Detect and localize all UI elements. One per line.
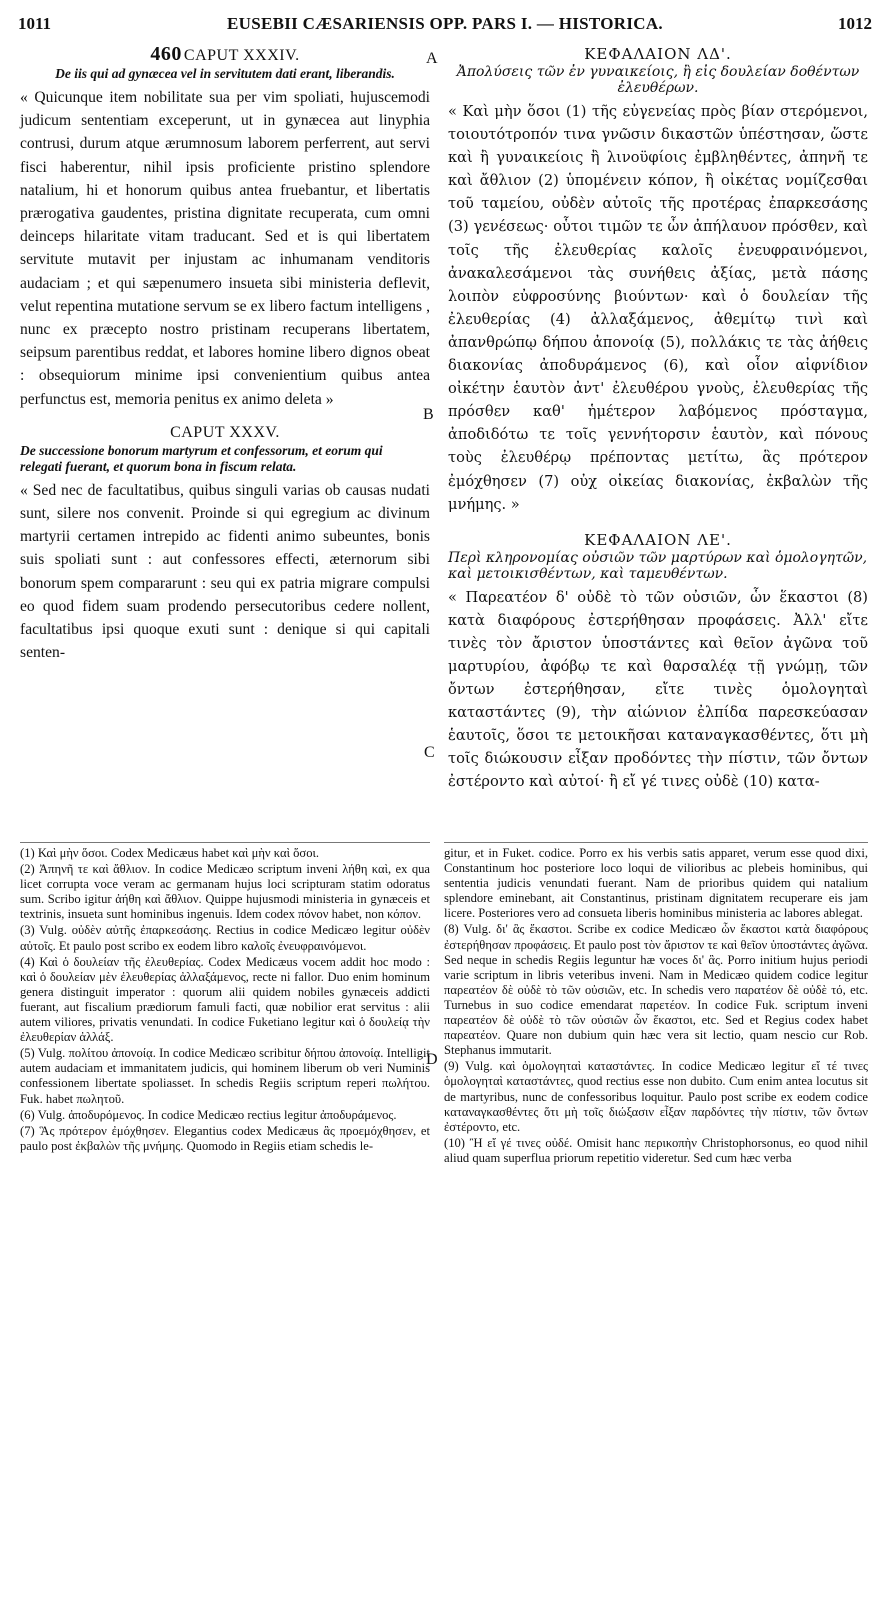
margin-marker-b: B [423,406,434,423]
kephalaion-35-title: ΚΕΦΑΛΑΙΟΝ ΛΕ'. [584,530,732,549]
greek-column [448,44,868,794]
footnote: (6) Vulg. ἀποδυρόμενος. In codice Medicæo rectius legitur ἀποδυράμενος. [20,1107,397,1122]
notes-divider-left [20,842,430,843]
running-header [18,14,872,38]
footnotes-left [20,846,430,1155]
kephalaion-34-title: ΚΕΦΑΛΑΙΟΝ ΛΔ'. [584,45,732,63]
caput-34-text: « Quicunque item nobilitate sua per vim spoliati, hujuscemodi judicum sententiam exceperunt, ut in gynæcea aut linyphia contrusi, durum atque ærumnosum laborem perferrent, aut servi fisci haberentur, nihil ipsis proficiente pristino splendore natalium, hi et honorum quibus antea fruebantur, et libertatis prærogativa gaudentes, pristina dignitate recuperata, cum omni deinceps hilaritate vitam traducant. Sed et is qui libertatem servitute mutavit per injustam ac inhumanam venditoris audaciam ; et qui sæpenumero insueta sibi ministeria deflevit, velut repentina mutatione servum se ex libero factum intelligens , nunc ex præcepto nostro pristinam recuperans libertatem, seipsum parentibus reddat, et labores homine libero dignos obeat : obsequiorum minime ipsi convenientium quibus antea perfunctus est, memoria penitus ex animo deleta » [20,89,430,408]
footnote: (10) Ἢ εἴ γέ τινες οὐδέ. Omisit hanc περικοπὴν Christophorsonus, eo quod nihil aliud quam superflua priorum repetitio videretur. Sed cum hæc verba [444,1135,868,1165]
caput-35-text: « Sed nec de facultatibus, quibus singuli varias ob causas nudati sunt, silere nos convenit. Proinde si qui egregium ac divinum martyrii certamen intrepido ac fidenti animo subeuntes, bonis suis spoliati sunt : aut confessores effecti, æternorum sibi bonorum spem compararunt : seu qui ex patria migrare compulsi eo quod fidem suam prodendo persecutoribus cedere nollent, facultatibus ipsi quoque exuti sunt : denique si qui capitali senten- [20,481,430,662]
margin-marker-d: D [426,1051,438,1068]
section-number: 460 [150,43,182,65]
footnotes-right [444,846,868,1167]
page-number-left: 1011 [18,14,52,33]
footnote: (1) Καὶ μὴν ὅσοι. Codex Medicæus habet καὶ μὴν καὶ ὅσοι. [20,846,320,860]
margin-marker-a: A [426,50,438,67]
latin-column [20,44,430,664]
footnote: (3) Vulg. οὐδὲν αὐτῆς ἐπαρκεσάσης. Rectius in codice Medicæo legitur οὐδὲν αὐτοῖς. Et paulo post scribo ex eodem libro καλοῖς ἐνευφραινόμενοι. [20,923,430,953]
kephalaion-34-subtitle: Ἀπολύσεις τῶν ἐν γυναικείοις, ἢ εἰς δουλείαν δοθέντων ἐλευθέρων. [456,64,860,96]
footnote: (7) Ἃς πρότερον ἐμόχθησεν. Elegantius codex Medicæus ἃς προεμόχθησεν, et paulo post ἐκβαλὼν τῆς μνήμης. Quomodo in Regiis etiam schedis le- [20,1123,430,1153]
footnote: (8) Vulg. δι' ἃς ἕκαστοι. Scribe ex codice Medicæo ὧν ἕκαστοι κατὰ διαφόρους ἐστερήθησαν προφάσεις. Et paulo post τὸν ἄριστον τε καὶ θεῖον ὑποστάντες ἀγῶνα. Sed neque in schedis Regiis leguntur hæ voces δι' ἃς. Porro initium hujus periodi varie scriptum in libris veteribus inveni. Nam in Medicæo quidem codice legitur παρεατέον δὲ οὐδὲ τὸ τῶν οὐσιῶν, etc. In schedis vero παρατέον δὲ οὐδὲ τό, etc. Turnebus in suo codice emendarat παρετέον. In codice Fuk. scriptum inveni παρεατέον δὲ οὐδὲ τὸ τῶν οὐσιῶν ὧν ἕκαστοι, etc. Sed et Regius codex habet παρεατέον. Quare non dubium quin hæc vera sit lectio, quam nescio cur Rob. Stephanus immutarit. [444,922,868,1058]
running-title: EUSEBII CÆSARIENSIS OPP. PARS I. — HISTORICA. [227,14,663,33]
kephalaion-35-subtitle: Περὶ κληρονομίας οὐσιῶν τῶν μαρτύρων καὶ ὁμολογητῶν, καὶ μετοικισθέντων, καὶ ταμευθέντων. [448,549,868,582]
footnote: (9) Vulg. καὶ ὁμολογηταὶ καταστάντες. In codice Medicæo legitur εἴ τέ τινες ὁμολογηταὶ καταστάντες, quod rectius esse non dubito. Cum enim antea locutus sit de martyribus, nunc de confessoribus loquitur. Paulo post scribe ex eodem codice καταναγκασθέντες ὅτι μὴ τοῖς διώξασιν εἶξαν παρδόντες τὴν πίστιν, τῶν ὄντων ἐστέροντο, etc. [444,1059,868,1134]
footnote: gitur, et in Fuket. codice. Porro ex his verbis satis apparet, verum esse quod dixi, Constantinum hoc posteriore loco loqui de vilioribus ac plebeis hominibus, qui sententia judicis venundati fuerant. Nam de prioribus quidem qui natalium splendore eminebant, ait Constantinus, pristinam dignitatem recuperare eis jam licere. Posteriores vero ad consueta liberis hominibus ministeria ac labores ablegat. [444,846,868,921]
footnote: (4) Καὶ ὁ δουλείαν τῆς ἐλευθερίας. Codex Medicæus vocem addit hoc modo : καὶ ὁ δουλείαν μὲν ἐλευθερίας ἀλλαξάμενος, recte ni fallor. Duo enim hominum genera distinguit imperator : quorum alii quidem nobiles gynæceis addicti fuerant, aut fiscalium prædiorum famuli facti, quæ nobilior erat servitus : alii autem viliores, privatis venundati. In codice Fuketiano legitur καὶ ὁ δουλείᾳ τὴν ἐλευθερίαν ἀλλάξ. [20,954,430,1045]
caput-34-title: CAPUT XXXIV. [183,47,300,64]
caput-35-title: CAPUT XXXV. [170,423,280,441]
kephalaion-34-text: « Καὶ μὴν ὅσοι (1) τῆς εὐγενείας πρὸς βίαν στερόμενοι, τοιουτότροπόν τινα γνῶσιν δικαστῶν ὑπέστησαν, ὥστε καὶ ἢ γυναικείοις ἢ λινοϋφίοις ἐμβληθέντες, ἀπηνῆ τε καὶ ἄθλιον (2) ὑπομένειν κόπον, ἢ οἰκέτας νομίζεσθαι τοῦ ταμείου, οὐδὲν αὐτοῖς τῆς προτέρας ἐπαρκεσάσης (3) γενέσεως· οὗτοι τιμῶν τε ὧν ἀπήλαυον πρόσθεν, καὶ τοῖς τῆς ἐλευθερίας καλοῖς ἐνευφραινόμενοι, ἀνακαλεσάμενοι τὰς συνήθεις ἀξίας, μετὰ πάσης λοιπὸν εὐφροσύνης βιούντων· καὶ ὁ δουλείαν τῆς ἐλευθερίας (4) ἀλλαξάμενος, ἀθεμίτῳ τινὶ καὶ ἀπανθρώπῳ δήπου ἀπονοίᾳ (5), πολλάκις τε τὰς ἀήθεις διακονίας ἀποδυράμενος (6), καὶ οἷον αἰφνίδιον οἰκέτην ἑαυτὸν ἀντ' ἐλευθέρου γνοὺς, ἐλευθερίας τῆς πρόσθεν καθ' ἡμέτερον λαβόμενος πρόσταγμα, ἀποδιδότω τε τοῖς γεννήτορσιν ἑαυτὸν, καὶ πόνους τοὺς ἐλευθέρῳ πρέποντας μετίτω, ἃς πρότερον ἐμόχθησεν (7) οὐχ οἰκείας διακονίας, ἐκβαλὼν τῆς μνήμης. » [448,103,868,513]
notes-divider-right [444,842,868,843]
caput-34-heading [20,44,430,66]
footnote: (2) Ἀπηνῆ τε καὶ ἄθλιον. In codice Medicæo scriptum inveni λήθη καὶ, ex qua licet corrupta voce veram ac germanam hujus loci scripturam statim odoratus sum. Scribo igitur ἀήθη καὶ ἄθλιον. Quippe hujusmodi ministeria in gynæceis et textrinis, insueta sunt hominibus ingenuis. Idem codex πόνον habet, non κόπον. [20,862,430,922]
page-number-right: 1012 [838,14,872,33]
margin-marker-c: C [424,744,435,761]
caput-34-subtitle: De iis qui ad gynæcea vel in servitutem dati erant, liberandis. [55,66,395,81]
footnote: (5) Vulg. πολίτου ἀπονοίᾳ. In codice Medicæo scribitur δήπου ἀπονοίᾳ. Intelligit autem audaciam et immanitatem judicis, qui hominem liberum ob veri Numinis confessionem libertate spoliasset. In schedis Regiis scriptum reperi πωλήτου. Fuk. habet πωλητοῦ. [20,1046,430,1106]
caput-35-subtitle: De successione bonorum martyrum et confessorum, et eorum qui relegati fuerant, et quorum bona in fiscum relata. [20,442,383,474]
kephalaion-35-text: « Παρεατέον δ' οὐδὲ τὸ τῶν οὐσιῶν, ὧν ἕκαστοι (8) κατὰ διαφόρους ἐστερήθησαν προφάσεις. Ἀλλ' εἴτε τινὲς τὸν ἄριστον ὑποστάντες καὶ θεῖον ἀγῶνα τοῦ μαρτυρίου, ἀφόβῳ τε καὶ θαρσαλέᾳ τῇ γνώμῃ, τῶν ὄντων ἐστερήθησαν, εἴτε τινὲς ὁμολογηταὶ καταστάντες (9), τὴν αἰώνιον ἐλπίδα παρεσκεύασαν ἑαυτοῖς, ὅσοι τε μετοικῆσαι καταναγκασθέντες, ὅτι μὴ τοῖς διώκουσιν εἶξαν προδόντες τὴν πίστιν, τῶν ὄντων ἐστέροντο καὶ αὐτοί· ἢ εἴ γέ τινες οὐδὲ (10) κατα- [448,588,868,791]
